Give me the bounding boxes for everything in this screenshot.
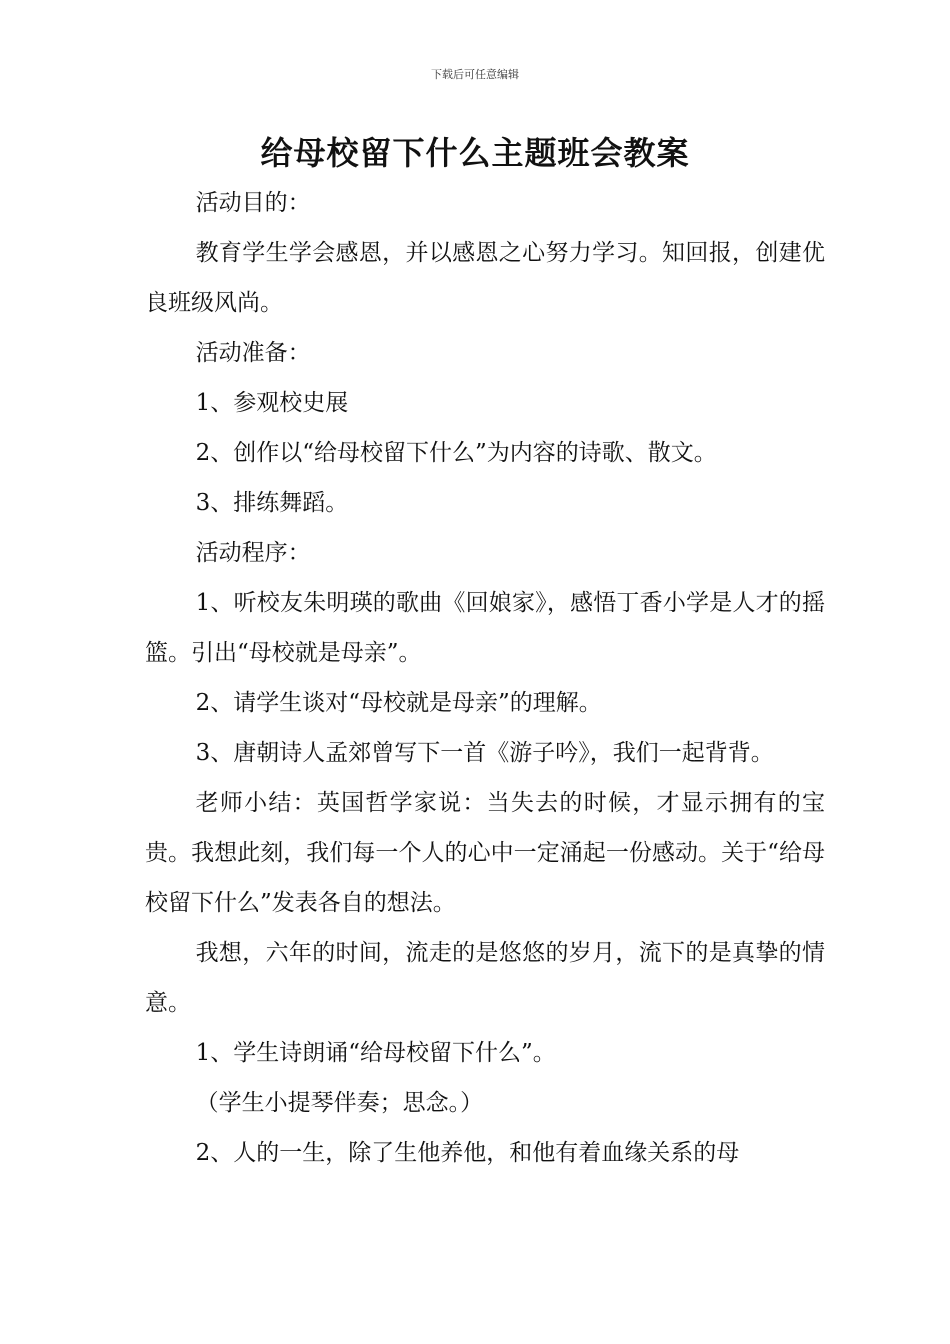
paragraph: 1、学生诗朗诵“给母校留下什么”。: [195, 1040, 556, 1066]
paragraph: 2、人的一生，除了生他养他，和他有着血缘关系的母: [195, 1140, 740, 1166]
document-title: 给母校留下什么主题班会教案: [260, 134, 690, 172]
paragraph: 1、听校友朱明瑛的歌曲《回娘家》，感悟丁香小学是人才的摇篮。引出“母校就是母亲”。: [145, 590, 825, 666]
paragraph: 3、排练舞蹈。: [195, 490, 349, 516]
paragraph: 3、唐朝诗人孟郊曾写下一首《游子吟》，我们一起背背。: [195, 740, 774, 766]
paragraph: 2、创作以“给母校留下什么”为内容的诗歌、散文。: [195, 440, 717, 466]
paragraph: 1、参观校史展: [195, 390, 349, 416]
paragraph: （学生小提琴伴奏；思念。）: [195, 1090, 484, 1116]
page-header-note: 下载后可任意编辑: [431, 68, 519, 81]
document-body: [145, 178, 825, 1178]
paragraph: 活动准备：: [195, 340, 311, 366]
paragraph: 我想，六年的时间，流走的是悠悠的岁月，流下的是真挚的情意。: [145, 940, 825, 1016]
paragraph: 活动程序：: [195, 540, 311, 566]
paragraph: 2、请学生谈对“母校就是母亲”的理解。: [195, 690, 602, 716]
paragraph: 老师小结：英国哲学家说：当失去的时候，才显示拥有的宝贵。我想此刻，我们每一个人的心中一定涌起一份感动。关于“给母校留下什么”发表各自的想法。: [145, 790, 825, 916]
paragraph: 活动目的：: [195, 190, 311, 216]
paragraph: 教育学生学会感恩，并以感恩之心努力学习。知回报，创建优良班级风尚。: [145, 240, 825, 316]
